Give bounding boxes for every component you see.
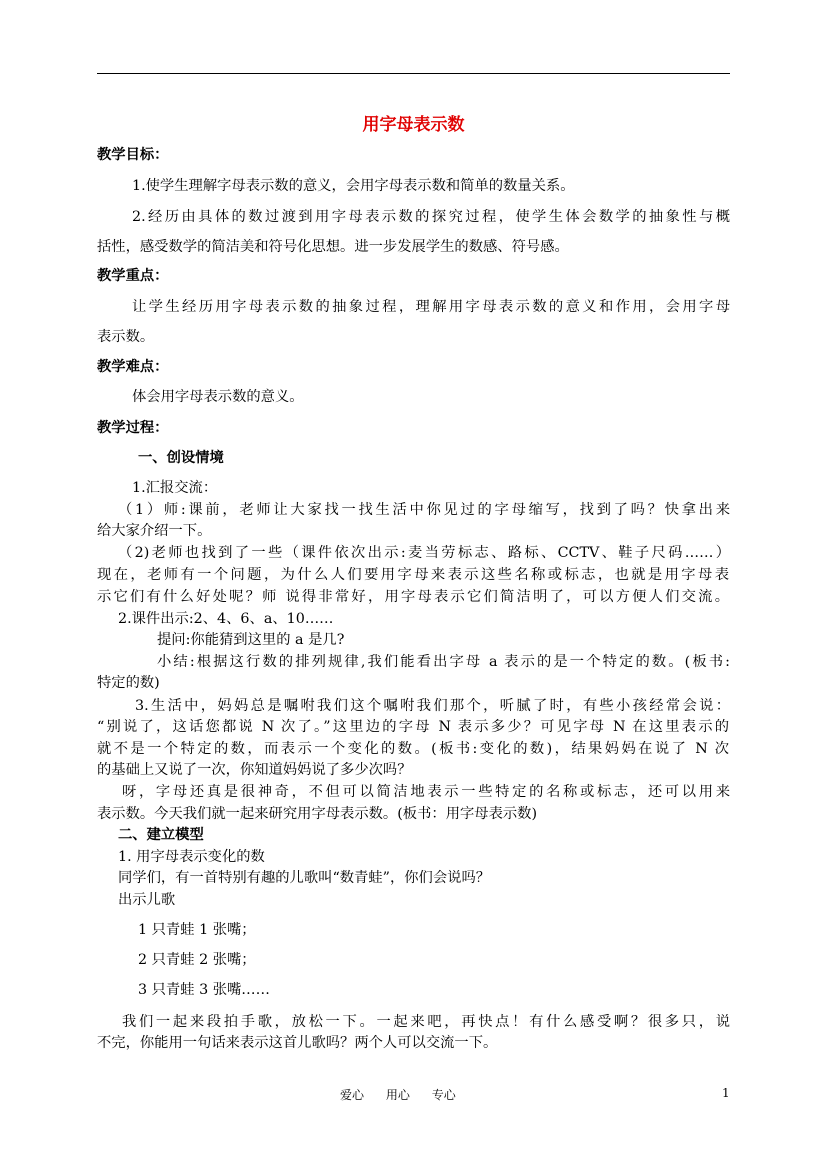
part1-line: 表示数。今天我们就一起来研究用字母表示数。(板书：用字母表示数) (97, 806, 538, 822)
key-line-1: 让学生经历用字母表示数的抽象过程，理解用字母表示数的意义和作用，会用字母 (132, 299, 730, 315)
part1-line: 小结:根据这行数的排列规律,我们能看出字母 a 表示的是一个特定的数。(板书: (157, 654, 730, 670)
part1-line: 示它们有什么好处呢？师 说得非常好，用字母表示它们简洁明了，可以方便人们交流。 (97, 589, 729, 605)
song-line: 3 只青蛙 3 张嘴…… (138, 982, 270, 998)
part1-line: 1.汇报交流： (132, 480, 218, 496)
footer-word: 用心 (385, 1088, 410, 1102)
part1-line: 3.生活中，妈妈总是嘱咐我们这个嘱咐我们那个，听腻了时，有些小孩经常会说： (135, 698, 730, 714)
process-heading: 教学过程： (97, 420, 169, 436)
song-line: 1 只青蛙 1 张嘴； (138, 922, 256, 938)
part1-line: 的基础上又说了一次，你知道妈妈说了多少次吗？ (97, 762, 412, 778)
part1-line: “别说了，这话您都说 N 次了。”这里边的字母 N 表示多少？可见字母 N 在这里表示的 (97, 719, 729, 735)
goal-2-line-1: 2.经历由具体的数过渡到用字母表示数的探究过程，使学生体会数学的抽象性与概 (132, 209, 730, 225)
goal-1: 1.使学生理解字母表示数的意义，会用字母表示数和简单的数量关系。 (132, 178, 575, 194)
footer-motto (340, 1086, 474, 1103)
part1-line: 现在，老师有一个问题，为什么人们要用字母来表示这些名称或标志，也就是用字母表 (97, 567, 729, 583)
part1-line: 2.课件出示:2、4、6、a、10…… (118, 611, 334, 627)
header-rule (97, 73, 730, 74)
part2-line: 出示儿歌 (118, 892, 176, 908)
part1-line: （2)老师也找到了一些（课件依次出示:麦当劳标志、路标、CCTV、鞋子尺码……） (118, 545, 730, 561)
part2-heading: 二、建立模型 (118, 827, 204, 843)
part2-line: 1. 用字母表示变化的数 (118, 849, 265, 865)
part1-line: 给大家介绍一下。 (97, 523, 212, 539)
part1-line: （1）师:课前，老师让大家找一找生活中你见过的字母缩写，找到了吗？快拿出来 (118, 502, 730, 518)
part1-line: 呀，字母还真是很神奇，不但可以简洁地表示一些特定的名称或标志，还可以用来 (122, 784, 730, 800)
difficult-heading: 教学难点： (97, 359, 169, 375)
key-line-2: 表示数。 (97, 329, 155, 345)
difficult-text: 体会用字母表示数的意义。 (132, 389, 304, 405)
footer-word: 专心 (431, 1088, 456, 1102)
page-number: 1 (722, 1086, 730, 1100)
goals-heading: 教学目标： (97, 147, 169, 163)
part2-line: 同学们，有一首特别有趣的儿歌叫“数青蛙”，你们会说吗？ (118, 870, 491, 886)
footer-word: 爱心 (340, 1088, 365, 1102)
key-heading: 教学重点： (97, 268, 169, 284)
page-title: 用字母表示数 (362, 115, 465, 135)
part1-line: 就不是一个特定的数，而表示一个变化的数。(板书:变化的数)，结果妈妈在说了 N 次 (97, 741, 729, 757)
part1-line: 提问:你能猜到这里的 a 是几? (157, 632, 345, 648)
song-line: 2 只青蛙 2 张嘴； (138, 952, 256, 968)
part2-line: 我们一起来段拍手歌，放松一下。一起来吧，再快点！有什么感受啊？很多只，说 (122, 1014, 730, 1030)
part1-line: 特定的数) (97, 675, 160, 691)
part1-heading: 一、创设情境 (138, 450, 224, 466)
part2-line: 不完，你能用一句话来表示这首儿歌吗？两个人可以交流一下。 (97, 1035, 498, 1051)
goal-2-line-2: 括性，感受数学的简洁美和符号化思想。进一步发展学生的数感、符号感。 (97, 239, 569, 255)
